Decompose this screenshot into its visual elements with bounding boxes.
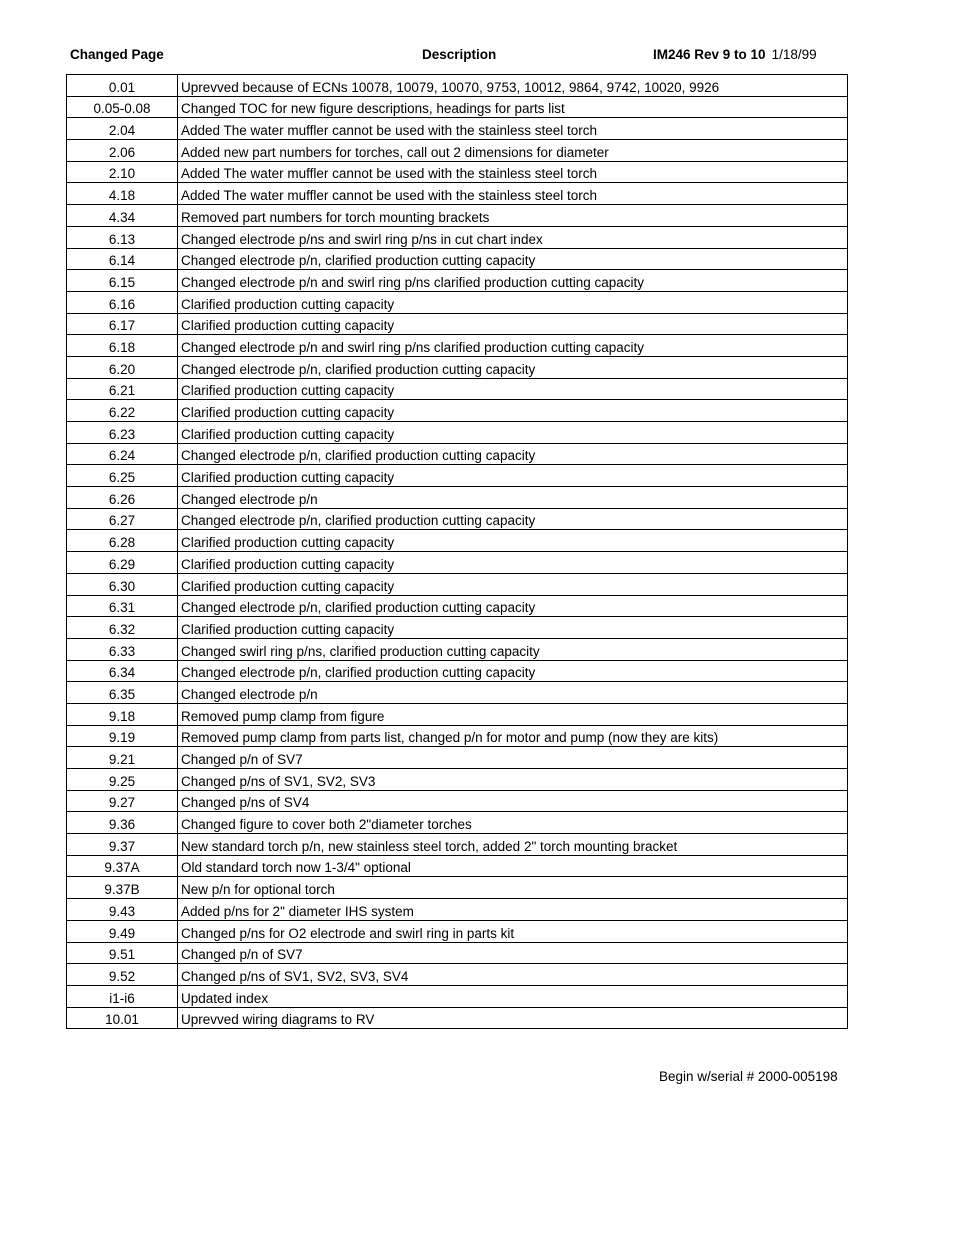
changed-page-cell: 9.25 [67, 769, 178, 791]
table-row [67, 291, 848, 313]
changed-page-cell: 6.26 [67, 487, 178, 509]
changed-page-cell: 9.43 [67, 899, 178, 921]
table-row [67, 985, 848, 1007]
table-row [67, 140, 848, 162]
column-header-changed-page: Changed Page [70, 47, 164, 62]
changed-page-cell: 6.30 [67, 573, 178, 595]
table-row [67, 183, 848, 205]
changed-page-cell: 6.33 [67, 638, 178, 660]
changed-page-cell: 6.24 [67, 443, 178, 465]
description-cell: Changed figure to cover both 2"diameter torches [178, 812, 848, 834]
changed-page-cell: 6.20 [67, 356, 178, 378]
revision-label: IM246 Rev 9 to 10 [653, 47, 766, 62]
table-row [67, 1007, 848, 1029]
changed-page-cell: 2.10 [67, 161, 178, 183]
description-cell: Changed electrode p/n and swirl ring p/ns clarified production cutting capacity [178, 335, 848, 357]
description-cell: Changed electrode p/n, clarified production cutting capacity [178, 595, 848, 617]
description-cell: Removed pump clamp from figure [178, 703, 848, 725]
table-row [67, 573, 848, 595]
description-cell: Clarified production cutting capacity [178, 291, 848, 313]
description-cell: Changed electrode p/n [178, 682, 848, 704]
table-row [67, 877, 848, 899]
description-cell: Updated index [178, 985, 848, 1007]
table-row [67, 508, 848, 530]
table-row [67, 96, 848, 118]
description-cell: Clarified production cutting capacity [178, 530, 848, 552]
description-cell: Clarified production cutting capacity [178, 617, 848, 639]
table-row [67, 378, 848, 400]
description-cell: Clarified production cutting capacity [178, 552, 848, 574]
description-cell: Added The water muffler cannot be used with the stainless steel torch [178, 183, 848, 205]
description-cell: Changed electrode p/n and swirl ring p/ns clarified production cutting capacity [178, 270, 848, 292]
changed-page-cell: 6.15 [67, 270, 178, 292]
description-cell: Changed TOC for new figure descriptions, headings for parts list [178, 96, 848, 118]
description-cell: Clarified production cutting capacity [178, 573, 848, 595]
description-cell: Changed electrode p/n [178, 487, 848, 509]
table-row [67, 356, 848, 378]
changed-page-cell: 6.34 [67, 660, 178, 682]
description-cell: Uprevved wiring diagrams to RV [178, 1007, 848, 1029]
description-cell: Clarified production cutting capacity [178, 378, 848, 400]
table-row [67, 964, 848, 986]
changed-page-cell: 9.37A [67, 855, 178, 877]
changed-page-cell: 6.13 [67, 226, 178, 248]
table-row [67, 313, 848, 335]
changed-page-cell: 6.31 [67, 595, 178, 617]
table-row [67, 400, 848, 422]
revision-date: 1/18/99 [771, 47, 817, 62]
table-row [67, 790, 848, 812]
description-cell: Changed swirl ring p/ns, clarified production cutting capacity [178, 638, 848, 660]
changed-page-cell: 9.37B [67, 877, 178, 899]
changed-page-cell: 9.36 [67, 812, 178, 834]
changed-page-cell: 9.52 [67, 964, 178, 986]
table-row [67, 205, 848, 227]
description-cell: New standard torch p/n, new stainless steel torch, added 2" torch mounting bracket [178, 834, 848, 856]
description-cell: Added new part numbers for torches, call out 2 dimensions for diameter [178, 140, 848, 162]
changed-page-cell: 6.16 [67, 291, 178, 313]
table-row [67, 226, 848, 248]
table-row [67, 595, 848, 617]
description-cell: Changed electrode p/n, clarified production cutting capacity [178, 248, 848, 270]
table-row [67, 422, 848, 444]
table-row [67, 660, 848, 682]
changed-page-cell: 9.51 [67, 942, 178, 964]
table-row [67, 335, 848, 357]
description-cell: Changed electrode p/n, clarified production cutting capacity [178, 356, 848, 378]
changed-page-cell: 6.27 [67, 508, 178, 530]
description-cell: Changed p/ns of SV1, SV2, SV3, SV4 [178, 964, 848, 986]
table-row [67, 769, 848, 791]
changed-page-cell: 0.01 [67, 75, 178, 97]
changed-page-cell: 6.35 [67, 682, 178, 704]
change-log-table [66, 74, 848, 1029]
description-cell: Changed p/n of SV7 [178, 747, 848, 769]
description-cell: Changed electrode p/n, clarified production cutting capacity [178, 508, 848, 530]
description-cell: Added The water muffler cannot be used with the stainless steel torch [178, 161, 848, 183]
changed-page-cell: 6.18 [67, 335, 178, 357]
changed-page-cell: 9.27 [67, 790, 178, 812]
table-row [67, 725, 848, 747]
table-row [67, 270, 848, 292]
table-row [67, 682, 848, 704]
changed-page-cell: 4.34 [67, 205, 178, 227]
document-revision [653, 47, 817, 62]
description-cell: Changed p/ns of SV4 [178, 790, 848, 812]
table-row [67, 812, 848, 834]
table-row [67, 118, 848, 140]
description-cell: Changed electrode p/n, clarified production cutting capacity [178, 660, 848, 682]
changed-page-cell: 9.21 [67, 747, 178, 769]
table-row [67, 552, 848, 574]
table-row [67, 899, 848, 921]
changed-page-cell: 2.06 [67, 140, 178, 162]
table-row [67, 161, 848, 183]
description-cell: Removed part numbers for torch mounting brackets [178, 205, 848, 227]
description-cell: Added The water muffler cannot be used with the stainless steel torch [178, 118, 848, 140]
table-row [67, 638, 848, 660]
table-row [67, 942, 848, 964]
table-row [67, 530, 848, 552]
table-row [67, 617, 848, 639]
changed-page-cell: 6.21 [67, 378, 178, 400]
table-row [67, 703, 848, 725]
changed-page-cell: 6.17 [67, 313, 178, 335]
changed-page-cell: 4.18 [67, 183, 178, 205]
description-cell: Changed electrode p/ns and swirl ring p/ns in cut chart index [178, 226, 848, 248]
changed-page-cell: 10.01 [67, 1007, 178, 1029]
table-row [67, 248, 848, 270]
description-cell: Clarified production cutting capacity [178, 465, 848, 487]
changed-page-cell: 6.22 [67, 400, 178, 422]
changed-page-cell: i1-i6 [67, 985, 178, 1007]
description-cell: Changed electrode p/n, clarified production cutting capacity [178, 443, 848, 465]
changed-page-cell: 0.05-0.08 [67, 96, 178, 118]
description-cell: Removed pump clamp from parts list, changed p/n for motor and pump (now they are kits) [178, 725, 848, 747]
changed-page-cell: 6.14 [67, 248, 178, 270]
description-cell: Changed p/ns for O2 electrode and swirl ring in parts kit [178, 920, 848, 942]
description-cell: Clarified production cutting capacity [178, 422, 848, 444]
changed-page-cell: 9.37 [67, 834, 178, 856]
changed-page-cell: 6.29 [67, 552, 178, 574]
description-cell: Uprevved because of ECNs 10078, 10079, 10070, 9753, 10012, 9864, 9742, 10020, 9926 [178, 75, 848, 97]
changed-page-cell: 9.18 [67, 703, 178, 725]
table-row [67, 443, 848, 465]
changed-page-cell: 6.25 [67, 465, 178, 487]
table-row [67, 747, 848, 769]
changed-page-cell: 9.19 [67, 725, 178, 747]
table-row [67, 75, 848, 97]
changed-page-cell: 6.28 [67, 530, 178, 552]
changed-page-cell: 6.32 [67, 617, 178, 639]
column-header-description: Description [422, 47, 497, 62]
description-cell: Added p/ns for 2" diameter IHS system [178, 899, 848, 921]
table-row [67, 855, 848, 877]
serial-note: Begin w/serial # 2000-005198 [659, 1069, 838, 1084]
table-row [67, 920, 848, 942]
description-cell: Clarified production cutting capacity [178, 400, 848, 422]
description-cell: Clarified production cutting capacity [178, 313, 848, 335]
changed-page-cell: 9.49 [67, 920, 178, 942]
description-cell: Changed p/n of SV7 [178, 942, 848, 964]
changed-page-cell: 2.04 [67, 118, 178, 140]
table-row [67, 465, 848, 487]
table-row [67, 487, 848, 509]
changed-page-cell: 6.23 [67, 422, 178, 444]
description-cell: Old standard torch now 1-3/4" optional [178, 855, 848, 877]
description-cell: New p/n for optional torch [178, 877, 848, 899]
change-log-body [67, 75, 848, 1029]
table-row [67, 834, 848, 856]
description-cell: Changed p/ns of SV1, SV2, SV3 [178, 769, 848, 791]
